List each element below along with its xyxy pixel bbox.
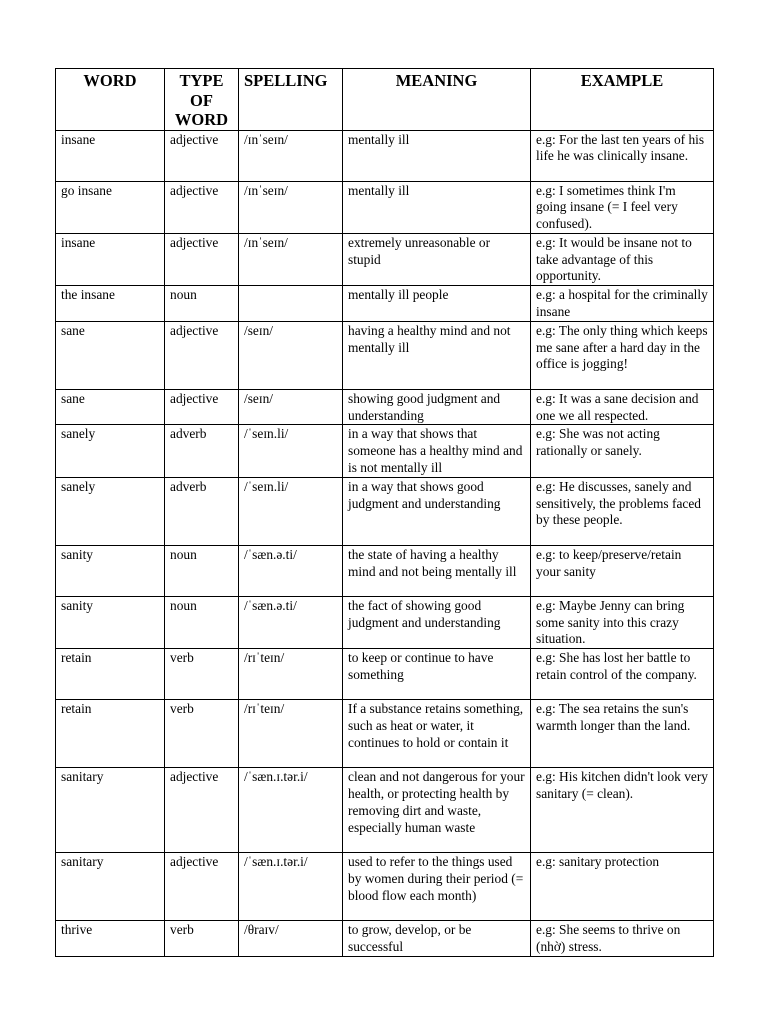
cell-type-of-word: noun <box>165 596 239 648</box>
cell-example: e.g: She seems to thrive on (nhờ) stress. <box>531 921 714 957</box>
header-meaning: MEANING <box>343 69 531 131</box>
table-body <box>56 130 714 956</box>
cell-type-of-word: adjective <box>165 853 239 921</box>
cell-word: sanely <box>56 425 165 477</box>
cell-spelling: /ˈsæn.ɪ.tər.i/ <box>239 853 343 921</box>
cell-type-of-word: verb <box>165 921 239 957</box>
cell-type-of-word: adjective <box>165 181 239 233</box>
cell-example: e.g: She has lost her battle to retain control of the company. <box>531 649 714 700</box>
table-row <box>56 181 714 233</box>
table-row <box>56 596 714 648</box>
cell-meaning: showing good judgment and understanding <box>343 389 531 425</box>
cell-spelling: /ɪnˈseɪn/ <box>239 233 343 285</box>
header-row <box>56 69 714 131</box>
cell-type-of-word: adjective <box>165 321 239 389</box>
cell-word: retain <box>56 700 165 768</box>
table-row <box>56 130 714 181</box>
cell-type-of-word: verb <box>165 649 239 700</box>
cell-spelling: /rɪˈteɪn/ <box>239 700 343 768</box>
cell-example: e.g: The only thing which keeps me sane after a hard day in the office is jogging! <box>531 321 714 389</box>
header-spelling: SPELLING <box>239 69 343 131</box>
cell-meaning: the state of having a healthy mind and not being mentally ill <box>343 545 531 596</box>
cell-meaning: extremely unreasonable or stupid <box>343 233 531 285</box>
cell-spelling: /ɪnˈseɪn/ <box>239 130 343 181</box>
cell-meaning: mentally ill <box>343 130 531 181</box>
table-row <box>56 649 714 700</box>
table-row <box>56 286 714 322</box>
cell-example: e.g: He discusses, sanely and sensitively, the problems faced by these people. <box>531 477 714 545</box>
cell-meaning: the fact of showing good judgment and understanding <box>343 596 531 648</box>
cell-meaning: in a way that shows good judgment and understanding <box>343 477 531 545</box>
table-row <box>56 768 714 853</box>
cell-word: sanity <box>56 596 165 648</box>
cell-meaning: in a way that shows that someone has a healthy mind and is not mentally ill <box>343 425 531 477</box>
table-row <box>56 921 714 957</box>
cell-word: retain <box>56 649 165 700</box>
cell-word: the insane <box>56 286 165 322</box>
cell-example: e.g: It would be insane not to take advantage of this opportunity. <box>531 233 714 285</box>
cell-spelling: /ˈseɪn.li/ <box>239 425 343 477</box>
table-row <box>56 700 714 768</box>
cell-spelling: /rɪˈteɪn/ <box>239 649 343 700</box>
cell-word: insane <box>56 130 165 181</box>
table-row <box>56 545 714 596</box>
cell-type-of-word: adverb <box>165 477 239 545</box>
cell-word: sanely <box>56 477 165 545</box>
cell-example: e.g: For the last ten years of his life he was clinically insane. <box>531 130 714 181</box>
cell-type-of-word: adverb <box>165 425 239 477</box>
header-example: EXAMPLE <box>531 69 714 131</box>
cell-meaning: to keep or continue to have something <box>343 649 531 700</box>
cell-type-of-word: noun <box>165 286 239 322</box>
cell-spelling: /ˈseɪn.li/ <box>239 477 343 545</box>
cell-example: e.g: Maybe Jenny can bring some sanity into this crazy situation. <box>531 596 714 648</box>
table-row <box>56 477 714 545</box>
cell-example: e.g: sanitary protection <box>531 853 714 921</box>
cell-word: sanitary <box>56 768 165 853</box>
cell-spelling: /θraɪv/ <box>239 921 343 957</box>
table-header <box>56 69 714 131</box>
cell-word: sane <box>56 321 165 389</box>
table-row <box>56 389 714 425</box>
cell-example: e.g: to keep/preserve/retain your sanity <box>531 545 714 596</box>
cell-example: e.g: a hospital for the criminally insane <box>531 286 714 322</box>
cell-spelling <box>239 286 343 322</box>
cell-meaning: clean and not dangerous for your health, or protecting health by removing dirt and waste, especially human waste <box>343 768 531 853</box>
header-type-of-word: TYPE OF WORD <box>165 69 239 131</box>
cell-type-of-word: adjective <box>165 130 239 181</box>
cell-type-of-word: adjective <box>165 768 239 853</box>
cell-meaning: used to refer to the things used by women during their period (= blood flow each month) <box>343 853 531 921</box>
cell-spelling: /ˈsæn.ɪ.tər.i/ <box>239 768 343 853</box>
cell-word: sanity <box>56 545 165 596</box>
cell-word: insane <box>56 233 165 285</box>
cell-example: e.g: She was not acting rationally or sanely. <box>531 425 714 477</box>
cell-word: sanitary <box>56 853 165 921</box>
cell-meaning: If a substance retains something, such as heat or water, it continues to hold or contain it <box>343 700 531 768</box>
vocabulary-table <box>55 68 714 957</box>
cell-meaning: to grow, develop, or be successful <box>343 921 531 957</box>
cell-meaning: mentally ill <box>343 181 531 233</box>
cell-spelling: /ˈsæn.ə.ti/ <box>239 596 343 648</box>
cell-type-of-word: adjective <box>165 389 239 425</box>
table-row <box>56 425 714 477</box>
cell-type-of-word: noun <box>165 545 239 596</box>
cell-meaning: mentally ill people <box>343 286 531 322</box>
cell-type-of-word: adjective <box>165 233 239 285</box>
cell-spelling: /ˈsæn.ə.ti/ <box>239 545 343 596</box>
table-row <box>56 853 714 921</box>
cell-spelling: /seɪn/ <box>239 389 343 425</box>
table-row <box>56 321 714 389</box>
cell-example: e.g: I sometimes think I'm going insane (= I feel very confused). <box>531 181 714 233</box>
cell-spelling: /seɪn/ <box>239 321 343 389</box>
cell-word: sane <box>56 389 165 425</box>
cell-example: e.g: His kitchen didn't look very sanitary (= clean). <box>531 768 714 853</box>
cell-type-of-word: verb <box>165 700 239 768</box>
table-row <box>56 233 714 285</box>
cell-spelling: /ɪnˈseɪn/ <box>239 181 343 233</box>
cell-example: e.g: It was a sane decision and one we all respected. <box>531 389 714 425</box>
cell-word: thrive <box>56 921 165 957</box>
cell-word: go insane <box>56 181 165 233</box>
header-word: WORD <box>56 69 165 131</box>
cell-example: e.g: The sea retains the sun's warmth longer than the land. <box>531 700 714 768</box>
cell-meaning: having a healthy mind and not mentally ill <box>343 321 531 389</box>
